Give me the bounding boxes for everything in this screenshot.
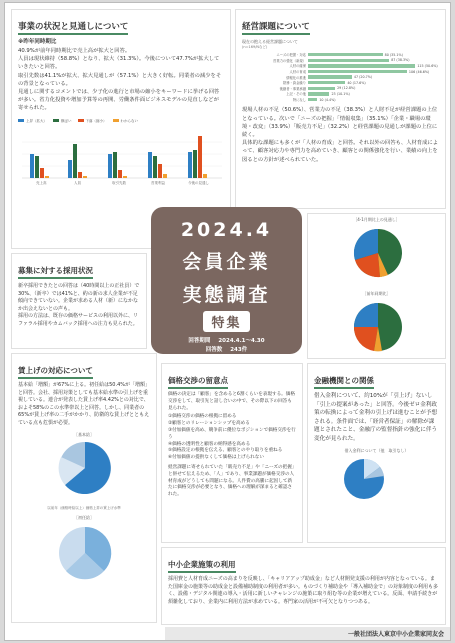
price-point-6: ⑥付加価値の提供なくして価格は上げられない [168,455,264,461]
period-value: 2024.4.1～4.30 [218,338,265,344]
base-pay-caption: 以前年（価格時給以上）価格上昇の賃上げ水準 [47,505,121,510]
base-pay-chart-title: ［基本給］ [74,431,94,437]
wage-increase-body: 基本給「増額」が67%に上る。初任給は50.4%が「増額」と回答。会社、採用対策としても基本給水準の引上げを重視している。連合が発表した賃上げ率4.42%との対比で、およそ58%のこの水準帯以上と回答。しかし、同業者の65%が賃上げ率の二手がかかり、防衛的な賃上げとともえている点も危惧が必要。 [18,382,150,426]
x-tick: 取引先数 [112,180,126,185]
issue-bar [308,64,415,67]
bar [73,144,77,178]
business-status-note: ※昨年同時期比 [18,39,57,45]
business-status-p3: 取引先数は41.1%が拡大、拡大見通しが（57.1%）と大きく好転。同業者の減少をその背景となっている。 [18,72,222,87]
issue-bar-label: ニーズの把握・対応 [276,53,306,58]
business-status-title: 事業の状況と見通しについて [18,20,128,35]
issue-bar-value: 10 (4.4%) [319,97,336,102]
status-bar-chart [18,126,224,188]
bar [45,176,49,178]
count-label: 回答数 [205,347,223,353]
legend-item-flat: 横ばい [53,119,72,124]
bar [40,168,44,178]
issue-bar-value: 115 (50.6%) [417,63,438,68]
x-tick: 営業利益 [151,180,165,185]
bar [35,156,39,178]
issue-bar-value: 47 (20.7%) [353,75,373,80]
loan-rate-pie [314,454,441,504]
publisher-footer: 一般社団法人東京中小企業家同友会 [165,627,450,640]
pie-2-title: ［前年同期比］ [362,291,391,296]
price-negotiation-body: 価格の決定は「顧客」を含めると6割くらいを表現する。価格交渉をして、取引先と話し合いの中で、その際以下の回答も見られた。 [168,392,295,411]
status-chart-legend [18,119,224,124]
bar [123,176,127,178]
recruitment-section [11,253,147,349]
price-point-4: ④価格の透明性と顧客の納得感を高める [168,441,251,447]
issue-bar [308,87,335,90]
bar [203,174,207,178]
management-issues-section [235,9,446,209]
financial-title: 金融機関との関係 [314,375,374,389]
sme-policy-body: 採用費と人材育成ニーズの高まりを反映し、「キャリアアップ助成金」など人材開発支援の利用が内容となっている。また国庫金の施策等の助成金と設備補助制度の利用者が多い。ものづくり補助金や「導入補助金で」の対象制度の利用も多く、設備・デジタル関連の導入・活用に新しいチャレンジの施策に取り組む等の企業が増えている。反面、申請手続きが煩雑化しており、企業内に利用方法が求めている。専門家の活用が不可欠となりつつある。 [168,576,439,605]
price-negotiation-title: 価格交渉の留意点 [168,375,228,389]
issue-bar-label: 人材の育成 [289,70,306,75]
feature-title-box [151,207,302,354]
price-negotiation-body-2: 経営課題に寄せられていた「販売力不足」や「ニーズの把握」と併せて伝えるため、「人」であり、事業課題が価格交渉の人材育成がどうしても問題になる。人件費の高騰に起因して新たに価格交渉が必要となり、価格への理解が深まると確認された。 [168,464,295,498]
issue-bar [308,98,317,101]
issue-bar [308,92,329,95]
price-point-1: ①価格交渉の価格の根拠に留める [168,414,237,420]
survey-year: 2024.4 [180,219,273,241]
feature-badge: 特集 [203,311,249,332]
bar [68,160,72,178]
issue-bar-value: 29 (12.8%) [337,86,356,91]
issue-bar-label: 後継者・事業承継 [279,86,306,91]
pie-1-title: ［4-1月期比上の見通し］ [353,217,400,222]
bar [30,154,34,178]
starting-pay-chart-title: ［初任給］ [74,514,94,520]
recruitment-p2: 採用の方法は、既存の価格サービスの利用以外に、リファラル採用やカムバック採用への注力も見られた。 [18,313,139,327]
issue-bar-label: 特になし [292,98,306,103]
issue-bar-label: 人材の確保 [289,64,306,69]
issue-bar [308,53,383,56]
bar [148,152,152,178]
bar [83,176,87,178]
report-page [4,2,451,641]
legend-item-down: 下落（縮小） [78,119,107,124]
bar [153,156,157,178]
issues-p1: 現場人材の不足（50.6%）、営業力の不足（38.3%）と人財不足が経営課題の上位となっている。次いで「ニーズの把握」「情報収集」（35.1%）「企業・職場の環境・改変」（33.9%）「販売力不足」（32.2%）と経営課題の見通しが課題の上位に続く。 [242,107,438,138]
bar [108,154,112,178]
sme-policy-title: 中小企業施策の利用 [168,559,236,573]
sme-policy-section [161,547,446,625]
management-issues-title: 経営課題について [242,20,310,35]
issues-p2: 具体的な課題にも多くが「人材の育成」と回答。それ以外の回答も、人材育成によって、顧客対応力や専門力を高めていき、顧客との関係強化を行い、業績の向上を図るとの方針が述べられていた。 [242,140,438,163]
base-pay-pie [18,438,152,502]
title-line-2: 実態調査 [182,284,271,306]
x-tick: 今後の見通し [188,180,209,185]
count-value: 243件 [230,347,248,353]
legend-item-unknown: わからない [113,119,139,124]
outlook-pies-section [307,213,446,359]
financial-body: 借入金利について、約10%が「引上げ」ないし「引上の提案があった」と回答。今後ゼロ金利政策の転換によって金利の引上げは進むことが予想される。条件面では、「経営者保証」の解除が課題とされたこと、金融庁の監督指針の強化に伴う変化が見られた。 [314,393,438,442]
title-line-1: 会員企業 [182,251,271,273]
issue-bar-value: 106 (46.6%) [408,69,430,74]
issue-bar-value: 23 (10.1%) [331,91,350,96]
issue-bar-row [242,97,439,103]
bar [198,136,202,178]
bar [158,164,162,178]
price-point-5: ⑤価格設定の根拠を伝える、顧客とのやり取りを重ねる [168,448,283,454]
issue-bar-value: 87 (38.3%) [391,58,410,63]
issue-bar-value: 80 (35.1%) [384,52,403,57]
business-status-p2: 人員は現状維持（58.8%）となり、拡大（31.3%）。今後について47.7%が拡大していきたいと回答。 [18,56,220,71]
issue-bar [308,81,345,84]
outlook-pie-1 [308,223,446,287]
period-label: 回答期間 [188,338,211,344]
issue-bar-label: 営業力の強化（新規） [273,58,306,63]
issue-bar-label: 上記・その他 [286,92,306,97]
issue-bar [308,75,352,78]
business-status-p4: 見通しに関するコメントでは、少子化の進行と市場の縮小をキーワードに挙げる回答が多い。省力化投資や増加予算等の再開、労働条件面ビジネスモデルの見直しなどが寄せられた。 [18,89,220,112]
wage-increase-section [11,353,157,623]
legend-item-up: 上昇（拡大） [18,119,47,124]
issues-chart-title: 現在の抱える経営課題について [242,39,298,44]
recruitment-p1: 新卒採用できたとの回答は（40時間以上の正社員）で30%、（新卒）では41%と、約の新の求人企業が不足傾向できていない。企業が求める人材（新）になかなか出会えないとの声も。 [18,283,140,312]
x-tick: 売上高 [36,180,47,185]
price-negotiation-section [161,363,303,543]
business-status-p1: 40.9%が前年同時期比で売上高が拡大と回答。 [18,48,131,54]
recruitment-title: 募集に対する採用状況 [18,265,93,279]
x-tick: 人員 [74,180,81,185]
bar [193,150,197,178]
issue-bar [308,70,407,73]
issue-bar-label: 情報化の推進 [286,75,306,80]
outlook-pie-2 [308,297,446,359]
issues-chart-note: (n=169/Nなど) [242,45,268,49]
bar [163,174,167,178]
price-point-2: ②顧客とのリレーションシップを高める [168,421,250,427]
issue-bar-label: 財務・資金繰り [282,81,306,86]
bar [118,170,122,178]
issue-bar [308,59,389,62]
issues-bar-chart [242,52,439,102]
bar [78,172,82,178]
issue-bar-value: 40 (17.6%) [347,80,366,85]
financial-section [307,363,446,543]
bar [113,152,117,178]
wage-increase-title: 賃上げの対応について [18,365,93,379]
starting-pay-pie [18,521,152,585]
bar [188,152,192,178]
price-point-3: ③付加価値を高め、競争前に優位なポジションで価格交渉を行う [168,427,296,440]
loan-rate-chart-title: 借入金利について（他 取引なし） [344,447,409,453]
